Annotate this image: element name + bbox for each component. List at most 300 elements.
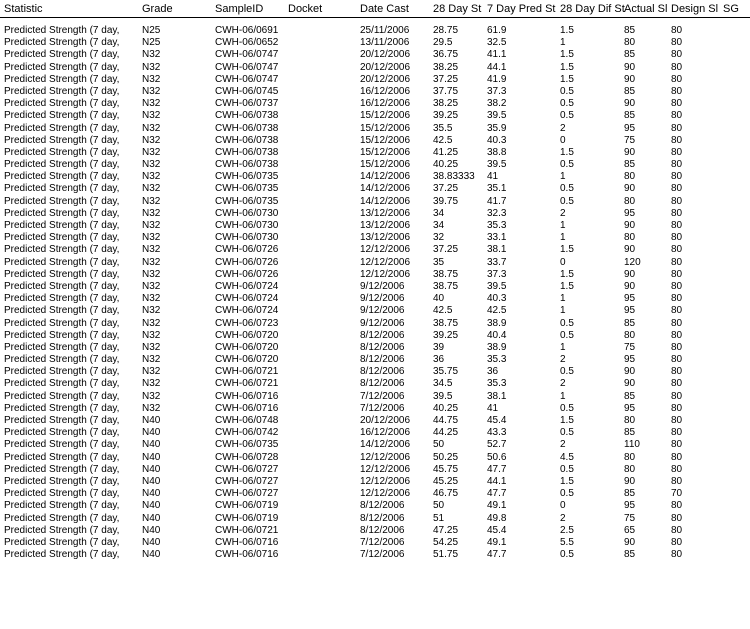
cell-grade: N40	[142, 549, 161, 561]
table-row	[0, 25, 750, 37]
cell-date-cast: 9/12/2006	[360, 293, 405, 305]
cell-statistic: Predicted Strength (7 day,	[4, 427, 120, 439]
table-row	[0, 513, 750, 525]
cell-statistic: Predicted Strength (7 day,	[4, 183, 120, 195]
cell-28-day-dif-st: 1.5	[560, 146, 574, 158]
cell-sample-id: CWH-06/0724	[215, 293, 279, 305]
table-row	[0, 86, 750, 98]
header-grade: Grade	[142, 3, 173, 15]
cell-7-day-pred-st: 52.7	[487, 439, 507, 451]
header-actual-sl: Actual Sl	[624, 3, 668, 15]
cell-28-day-st: 37.25	[433, 183, 459, 195]
cell-actual-sl: 90	[624, 244, 636, 256]
cell-7-day-pred-st: 47.7	[487, 488, 507, 500]
cell-grade: N32	[142, 49, 161, 61]
cell-grade: N32	[142, 366, 161, 378]
cell-7-day-pred-st: 35.3	[487, 378, 507, 390]
cell-28-day-dif-st: 1	[560, 390, 566, 402]
table-row	[0, 171, 750, 183]
cell-28-day-dif-st: 2	[560, 354, 566, 366]
cell-7-day-pred-st: 39.5	[487, 159, 507, 171]
table-row	[0, 354, 750, 366]
cell-sample-id: CWH-06/0719	[215, 512, 279, 524]
cell-statistic: Predicted Strength (7 day,	[4, 378, 120, 390]
cell-actual-sl: 95	[624, 122, 636, 134]
cell-date-cast: 13/12/2006	[360, 207, 411, 219]
cell-date-cast: 12/12/2006	[360, 256, 411, 268]
cell-7-day-pred-st: 43.3	[487, 427, 507, 439]
cell-7-day-pred-st: 33.7	[487, 256, 507, 268]
cell-sample-id: CWH-06/0691	[215, 25, 279, 36]
cell-28-day-dif-st: 0.5	[560, 98, 574, 110]
cell-grade: N32	[142, 293, 161, 305]
cell-28-day-st: 51	[433, 512, 445, 524]
cell-design-sl: 80	[671, 439, 683, 451]
cell-grade: N32	[142, 183, 161, 195]
cell-date-cast: 9/12/2006	[360, 317, 405, 329]
table-row	[0, 37, 750, 49]
cell-sample-id: CWH-06/0727	[215, 488, 279, 500]
table-row	[0, 110, 750, 122]
table-row	[0, 123, 750, 135]
cell-date-cast: 9/12/2006	[360, 280, 405, 292]
cell-grade: N40	[142, 415, 161, 426]
cell-design-sl: 80	[671, 110, 683, 122]
cell-design-sl: 80	[671, 512, 683, 524]
cell-sample-id: CWH-06/0716	[215, 390, 279, 402]
cell-actual-sl: 95	[624, 354, 636, 366]
cell-sample-id: CWH-06/0716	[215, 549, 279, 561]
cell-28-day-st: 35.75	[433, 366, 459, 378]
header-sg: SG	[723, 3, 739, 15]
cell-7-day-pred-st: 38.2	[487, 98, 507, 110]
cell-28-day-dif-st: 0.5	[560, 329, 574, 341]
cell-7-day-pred-st: 38.1	[487, 390, 507, 402]
cell-statistic: Predicted Strength (7 day,	[4, 171, 120, 183]
cell-date-cast: 8/12/2006	[360, 366, 405, 378]
cell-design-sl: 80	[671, 402, 683, 414]
cell-actual-sl: 85	[624, 85, 636, 97]
cell-28-day-st: 34	[433, 220, 445, 231]
cell-actual-sl: 90	[624, 268, 636, 280]
cell-28-day-dif-st: 1.5	[560, 25, 574, 36]
header-statistic: Statistic	[4, 3, 43, 15]
header-sample-id: SampleID	[215, 3, 264, 15]
table-row	[0, 74, 750, 86]
cell-actual-sl: 85	[624, 549, 636, 561]
cell-design-sl: 80	[671, 280, 683, 292]
cell-statistic: Predicted Strength (7 day,	[4, 134, 120, 146]
cell-sample-id: CWH-06/0730	[215, 220, 279, 231]
cell-grade: N40	[142, 524, 161, 536]
cell-date-cast: 8/12/2006	[360, 512, 405, 524]
cell-actual-sl: 80	[624, 232, 636, 244]
cell-sample-id: CWH-06/0721	[215, 378, 279, 390]
cell-7-day-pred-st: 38.9	[487, 317, 507, 329]
cell-sample-id: CWH-06/0735	[215, 183, 279, 195]
cell-design-sl: 80	[671, 378, 683, 390]
table-row	[0, 452, 750, 464]
cell-design-sl: 80	[671, 268, 683, 280]
cell-7-day-pred-st: 40.3	[487, 134, 507, 146]
cell-statistic: Predicted Strength (7 day,	[4, 280, 120, 292]
cell-28-day-st: 35	[433, 256, 445, 268]
table-row	[0, 427, 750, 439]
cell-sample-id: CWH-06/0652	[215, 37, 279, 49]
cell-design-sl: 80	[671, 341, 683, 353]
cell-7-day-pred-st: 49.1	[487, 536, 507, 548]
cell-sample-id: CWH-06/0737	[215, 98, 279, 110]
cell-grade: N32	[142, 256, 161, 268]
cell-7-day-pred-st: 38.8	[487, 146, 507, 158]
cell-date-cast: 12/12/2006	[360, 451, 411, 463]
table-row	[0, 281, 750, 293]
cell-statistic: Predicted Strength (7 day,	[4, 366, 120, 378]
cell-date-cast: 8/12/2006	[360, 354, 405, 366]
cell-statistic: Predicted Strength (7 day,	[4, 390, 120, 402]
table-row	[0, 415, 750, 427]
cell-7-day-pred-st: 32.5	[487, 37, 507, 49]
cell-actual-sl: 90	[624, 98, 636, 110]
cell-grade: N32	[142, 171, 161, 183]
cell-sample-id: CWH-06/0727	[215, 475, 279, 487]
header-docket: Docket	[288, 3, 323, 15]
table-row	[0, 403, 750, 415]
cell-statistic: Predicted Strength (7 day,	[4, 500, 120, 512]
cell-28-day-dif-st: 1.5	[560, 73, 574, 85]
cell-grade: N32	[142, 159, 161, 171]
cell-grade: N32	[142, 61, 161, 73]
cell-design-sl: 80	[671, 354, 683, 366]
table-row	[0, 366, 750, 378]
cell-28-day-st: 39.25	[433, 110, 459, 122]
table-row	[0, 269, 750, 281]
cell-sample-id: CWH-06/0738	[215, 134, 279, 146]
header-design-sl: Design Sl	[671, 3, 719, 15]
cell-28-day-dif-st: 5.5	[560, 536, 574, 548]
cell-28-day-st: 32	[433, 232, 445, 244]
cell-actual-sl: 80	[624, 329, 636, 341]
header-date-cast: Date Cast	[360, 3, 409, 15]
cell-design-sl: 80	[671, 463, 683, 475]
cell-date-cast: 7/12/2006	[360, 390, 405, 402]
cell-7-day-pred-st: 40.4	[487, 329, 507, 341]
cell-statistic: Predicted Strength (7 day,	[4, 439, 120, 451]
cell-sample-id: CWH-06/0721	[215, 524, 279, 536]
cell-design-sl: 80	[671, 49, 683, 61]
cell-sample-id: CWH-06/0748	[215, 415, 279, 426]
cell-statistic: Predicted Strength (7 day,	[4, 195, 120, 207]
cell-28-day-dif-st: 1.5	[560, 244, 574, 256]
cell-grade: N32	[142, 98, 161, 110]
table-row	[0, 257, 750, 269]
cell-28-day-dif-st: 1.5	[560, 280, 574, 292]
cell-actual-sl: 90	[624, 61, 636, 73]
table-row	[0, 391, 750, 403]
table-row	[0, 318, 750, 330]
cell-statistic: Predicted Strength (7 day,	[4, 244, 120, 256]
cell-statistic: Predicted Strength (7 day,	[4, 451, 120, 463]
cell-7-day-pred-st: 35.9	[487, 122, 507, 134]
cell-date-cast: 14/12/2006	[360, 183, 411, 195]
table-row	[0, 330, 750, 342]
cell-actual-sl: 85	[624, 110, 636, 122]
cell-28-day-st: 42.5	[433, 305, 453, 317]
cell-28-day-st: 34	[433, 207, 445, 219]
cell-28-day-st: 39.75	[433, 195, 459, 207]
cell-statistic: Predicted Strength (7 day,	[4, 25, 120, 36]
cell-actual-sl: 75	[624, 512, 636, 524]
cell-7-day-pred-st: 41.1	[487, 49, 507, 61]
table-row	[0, 549, 750, 561]
cell-date-cast: 20/12/2006	[360, 49, 411, 61]
cell-28-day-dif-st: 0.5	[560, 85, 574, 97]
cell-statistic: Predicted Strength (7 day,	[4, 524, 120, 536]
cell-actual-sl: 80	[624, 37, 636, 49]
table-row	[0, 476, 750, 488]
cell-sample-id: CWH-06/0745	[215, 85, 279, 97]
cell-statistic: Predicted Strength (7 day,	[4, 293, 120, 305]
cell-sample-id: CWH-06/0730	[215, 207, 279, 219]
cell-design-sl: 80	[671, 475, 683, 487]
header-7-day-pred-st: 7 Day Pred St	[487, 3, 556, 15]
cell-date-cast: 25/11/2006	[360, 25, 410, 36]
cell-28-day-dif-st: 0	[560, 500, 566, 512]
cell-7-day-pred-st: 39.5	[487, 280, 507, 292]
cell-28-day-dif-st: 1.5	[560, 475, 574, 487]
cell-28-day-dif-st: 2	[560, 122, 566, 134]
cell-sample-id: CWH-06/0738	[215, 146, 279, 158]
cell-design-sl: 80	[671, 293, 683, 305]
cell-statistic: Predicted Strength (7 day,	[4, 475, 120, 487]
data-rows	[0, 25, 750, 561]
cell-date-cast: 8/12/2006	[360, 378, 405, 390]
cell-7-day-pred-st: 44.1	[487, 61, 507, 73]
cell-design-sl: 70	[671, 488, 683, 500]
cell-statistic: Predicted Strength (7 day,	[4, 110, 120, 122]
cell-sample-id: CWH-06/0721	[215, 366, 279, 378]
cell-28-day-dif-st: 2	[560, 378, 566, 390]
cell-actual-sl: 90	[624, 146, 636, 158]
cell-date-cast: 12/12/2006	[360, 244, 411, 256]
cell-28-day-dif-st: 1.5	[560, 415, 574, 426]
cell-7-day-pred-st: 44.1	[487, 475, 507, 487]
cell-7-day-pred-st: 61.9	[487, 25, 507, 36]
cell-28-day-st: 42.5	[433, 134, 453, 146]
cell-date-cast: 12/12/2006	[360, 268, 411, 280]
cell-28-day-st: 44.75	[433, 415, 459, 426]
cell-design-sl: 80	[671, 159, 683, 171]
cell-actual-sl: 80	[624, 195, 636, 207]
cell-actual-sl: 90	[624, 73, 636, 85]
table-row	[0, 220, 750, 232]
cell-date-cast: 16/12/2006	[360, 98, 411, 110]
cell-7-day-pred-st: 35.3	[487, 220, 507, 231]
cell-statistic: Predicted Strength (7 day,	[4, 317, 120, 329]
table-row	[0, 488, 750, 500]
cell-design-sl: 80	[671, 451, 683, 463]
cell-grade: N40	[142, 488, 161, 500]
cell-design-sl: 80	[671, 85, 683, 97]
cell-date-cast: 20/12/2006	[360, 73, 411, 85]
table-row	[0, 500, 750, 512]
cell-actual-sl: 65	[624, 524, 636, 536]
cell-28-day-dif-st: 1	[560, 220, 566, 231]
cell-date-cast: 14/12/2006	[360, 439, 411, 451]
cell-date-cast: 15/12/2006	[360, 134, 411, 146]
cell-grade: N32	[142, 232, 161, 244]
cell-7-day-pred-st: 37.3	[487, 85, 507, 97]
table-row	[0, 135, 750, 147]
cell-date-cast: 9/12/2006	[360, 305, 405, 317]
header-28-day-dif-st: 28 Day Dif St	[560, 3, 625, 15]
table-row	[0, 305, 750, 317]
cell-grade: N32	[142, 354, 161, 366]
cell-sample-id: CWH-06/0724	[215, 280, 279, 292]
cell-28-day-st: 50	[433, 439, 445, 451]
cell-28-day-st: 38.75	[433, 280, 459, 292]
table-row	[0, 537, 750, 549]
cell-7-day-pred-st: 45.4	[487, 524, 507, 536]
cell-28-day-st: 38.75	[433, 317, 459, 329]
cell-date-cast: 12/12/2006	[360, 488, 411, 500]
cell-design-sl: 80	[671, 390, 683, 402]
cell-date-cast: 7/12/2006	[360, 402, 405, 414]
cell-grade: N32	[142, 268, 161, 280]
cell-28-day-dif-st: 0.5	[560, 195, 574, 207]
cell-sample-id: CWH-06/0727	[215, 463, 279, 475]
cell-28-day-dif-st: 1	[560, 171, 566, 183]
cell-28-day-dif-st: 1	[560, 305, 566, 317]
cell-28-day-dif-st: 0.5	[560, 183, 574, 195]
cell-date-cast: 7/12/2006	[360, 536, 405, 548]
cell-date-cast: 8/12/2006	[360, 524, 405, 536]
table-row	[0, 98, 750, 110]
cell-grade: N32	[142, 317, 161, 329]
cell-date-cast: 14/12/2006	[360, 171, 411, 183]
cell-grade: N32	[142, 341, 161, 353]
cell-date-cast: 15/12/2006	[360, 122, 411, 134]
cell-statistic: Predicted Strength (7 day,	[4, 98, 120, 110]
cell-statistic: Predicted Strength (7 day,	[4, 305, 120, 317]
cell-7-day-pred-st: 47.7	[487, 463, 507, 475]
cell-statistic: Predicted Strength (7 day,	[4, 256, 120, 268]
cell-sample-id: CWH-06/0738	[215, 159, 279, 171]
cell-actual-sl: 95	[624, 207, 636, 219]
cell-actual-sl: 85	[624, 25, 636, 36]
cell-actual-sl: 90	[624, 366, 636, 378]
cell-date-cast: 16/12/2006	[360, 85, 411, 97]
cell-28-day-dif-st: 0.5	[560, 366, 574, 378]
cell-28-day-st: 38.25	[433, 98, 459, 110]
cell-7-day-pred-st: 41.9	[487, 73, 507, 85]
cell-date-cast: 15/12/2006	[360, 159, 411, 171]
cell-sample-id: CWH-06/0724	[215, 305, 279, 317]
cell-28-day-st: 45.25	[433, 475, 459, 487]
cell-7-day-pred-st: 41.7	[487, 195, 507, 207]
cell-28-day-dif-st: 0.5	[560, 427, 574, 439]
cell-actual-sl: 80	[624, 451, 636, 463]
cell-actual-sl: 80	[624, 415, 636, 426]
cell-sample-id: CWH-06/0747	[215, 61, 279, 73]
cell-design-sl: 80	[671, 329, 683, 341]
cell-sample-id: CWH-06/0747	[215, 73, 279, 85]
table-row	[0, 525, 750, 537]
cell-design-sl: 80	[671, 256, 683, 268]
cell-design-sl: 80	[671, 244, 683, 256]
cell-statistic: Predicted Strength (7 day,	[4, 49, 120, 61]
cell-actual-sl: 75	[624, 134, 636, 146]
cell-date-cast: 13/12/2006	[360, 232, 411, 244]
cell-grade: N32	[142, 85, 161, 97]
cell-date-cast: 12/12/2006	[360, 463, 411, 475]
cell-sample-id: CWH-06/0735	[215, 439, 279, 451]
cell-grade: N32	[142, 122, 161, 134]
cell-date-cast: 8/12/2006	[360, 329, 405, 341]
cell-7-day-pred-st: 49.1	[487, 500, 507, 512]
cell-grade: N32	[142, 280, 161, 292]
cell-date-cast: 20/12/2006	[360, 61, 411, 73]
cell-28-day-dif-st: 0.5	[560, 488, 574, 500]
cell-28-day-st: 45.75	[433, 463, 459, 475]
cell-sample-id: CWH-06/0726	[215, 256, 279, 268]
cell-grade: N32	[142, 305, 161, 317]
cell-actual-sl: 90	[624, 183, 636, 195]
cell-28-day-dif-st: 0	[560, 256, 566, 268]
cell-design-sl: 80	[671, 305, 683, 317]
cell-28-day-st: 39.5	[433, 390, 453, 402]
cell-grade: N32	[142, 244, 161, 256]
cell-7-day-pred-st: 33.1	[487, 232, 507, 244]
cell-statistic: Predicted Strength (7 day,	[4, 85, 120, 97]
cell-date-cast: 13/12/2006	[360, 220, 411, 231]
cell-sample-id: CWH-06/0716	[215, 536, 279, 548]
table-row	[0, 159, 750, 171]
cell-7-day-pred-st: 41	[487, 171, 499, 183]
cell-28-day-st: 40.25	[433, 159, 459, 171]
cell-grade: N32	[142, 110, 161, 122]
cell-design-sl: 80	[671, 61, 683, 73]
table-row	[0, 232, 750, 244]
cell-statistic: Predicted Strength (7 day,	[4, 159, 120, 171]
cell-28-day-st: 51.75	[433, 549, 459, 561]
cell-sample-id: CWH-06/0735	[215, 195, 279, 207]
cell-28-day-st: 36	[433, 354, 445, 366]
cell-7-day-pred-st: 35.1	[487, 183, 507, 195]
cell-7-day-pred-st: 42.5	[487, 305, 507, 317]
cell-design-sl: 80	[671, 220, 683, 231]
cell-28-day-dif-st: 1	[560, 293, 566, 305]
cell-actual-sl: 85	[624, 427, 636, 439]
cell-statistic: Predicted Strength (7 day,	[4, 402, 120, 414]
cell-statistic: Predicted Strength (7 day,	[4, 463, 120, 475]
cell-date-cast: 8/12/2006	[360, 341, 405, 353]
cell-actual-sl: 85	[624, 488, 636, 500]
cell-grade: N40	[142, 536, 161, 548]
cell-actual-sl: 90	[624, 536, 636, 548]
cell-design-sl: 80	[671, 25, 683, 36]
cell-grade: N32	[142, 134, 161, 146]
cell-28-day-dif-st: 0.5	[560, 463, 574, 475]
cell-sample-id: CWH-06/0720	[215, 329, 279, 341]
cell-design-sl: 80	[671, 146, 683, 158]
cell-statistic: Predicted Strength (7 day,	[4, 207, 120, 219]
cell-grade: N40	[142, 500, 161, 512]
cell-28-day-st: 37.25	[433, 73, 459, 85]
cell-statistic: Predicted Strength (7 day,	[4, 37, 120, 49]
cell-grade: N40	[142, 463, 161, 475]
cell-28-day-st: 38.83333	[433, 171, 475, 183]
